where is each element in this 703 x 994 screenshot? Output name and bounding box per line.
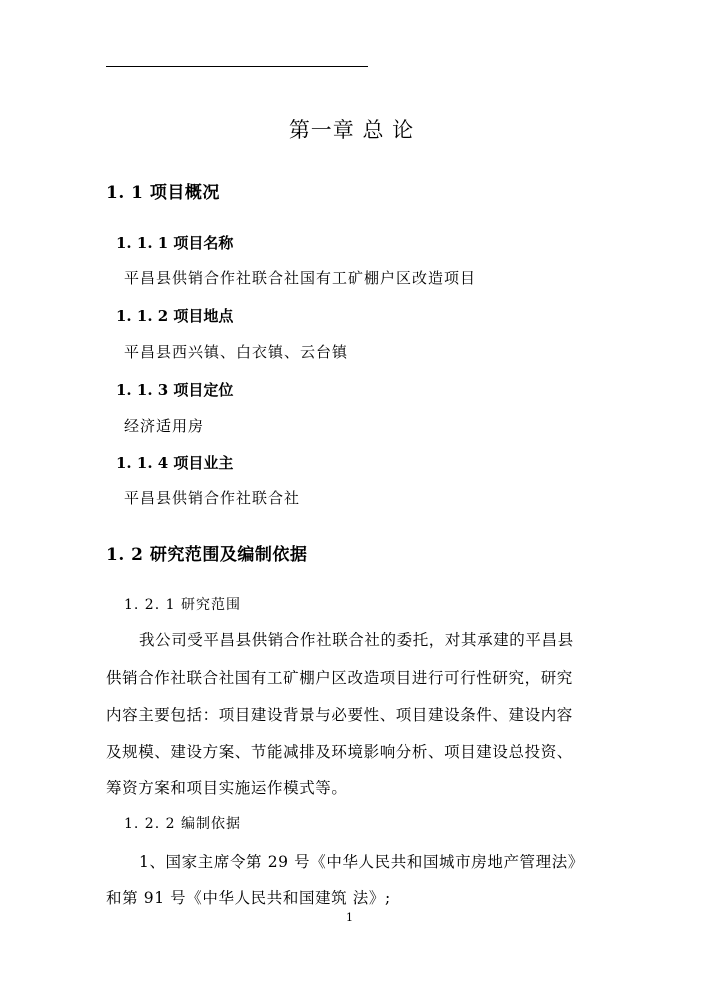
subsection-heading-1-2-2: 1. 2. 2 编制依据 [124, 816, 241, 832]
section-heading-1-1: 1. 1 项目概况 [106, 183, 220, 203]
project-owner-text: 平昌县供销合作社联合社 [124, 489, 301, 507]
subsection-heading-1-1-3: 1. 1. 3 项目定位 [116, 381, 234, 399]
header-rule [106, 66, 368, 67]
chapter-title: 第一章 总 论 [288, 118, 415, 142]
section-heading-1-2: 1. 2 研究范围及编制依据 [106, 545, 308, 565]
project-location-text: 平昌县西兴镇、白衣镇、云台镇 [124, 343, 349, 361]
subsection-heading-1-2-1: 1. 2. 1 研究范围 [124, 597, 241, 613]
subsection-heading-1-1-4: 1. 1. 4 项目业主 [116, 454, 234, 472]
subsection-heading-1-1-1: 1. 1. 1 项目名称 [116, 234, 234, 252]
page-number: 1 [346, 911, 353, 924]
project-positioning-text: 经济适用房 [124, 417, 205, 435]
basis-paragraph-line: 和第 91 号《中华人民共和国建筑 法》; [106, 889, 391, 907]
scope-paragraph-line: 及规模、建设方案、节能减排及环境影响分析、项目建设总投资、 [106, 743, 573, 761]
scope-paragraph-line: 供销合作社联合社国有工矿棚户区改造项目进行可行性研究，研究 [106, 669, 573, 687]
scope-paragraph-line: 我公司受平昌县供销合作社联合社的委托，对其承建的平昌县 [139, 631, 574, 649]
scope-paragraph-line: 筹资方案和项目实施运作模式等。 [106, 779, 348, 797]
project-name-text: 平昌县供销合作社联合社国有工矿棚户区改造项目 [124, 269, 477, 287]
subsection-heading-1-1-2: 1. 1. 2 项目地点 [116, 307, 234, 325]
scope-paragraph-line: 内容主要包括：项目建设背景与必要性、项目建设条件、建设内容 [106, 706, 573, 724]
basis-paragraph-line: 1、国家主席令第 29 号《中华人民共和国城市房地产管理法》 [139, 853, 584, 871]
